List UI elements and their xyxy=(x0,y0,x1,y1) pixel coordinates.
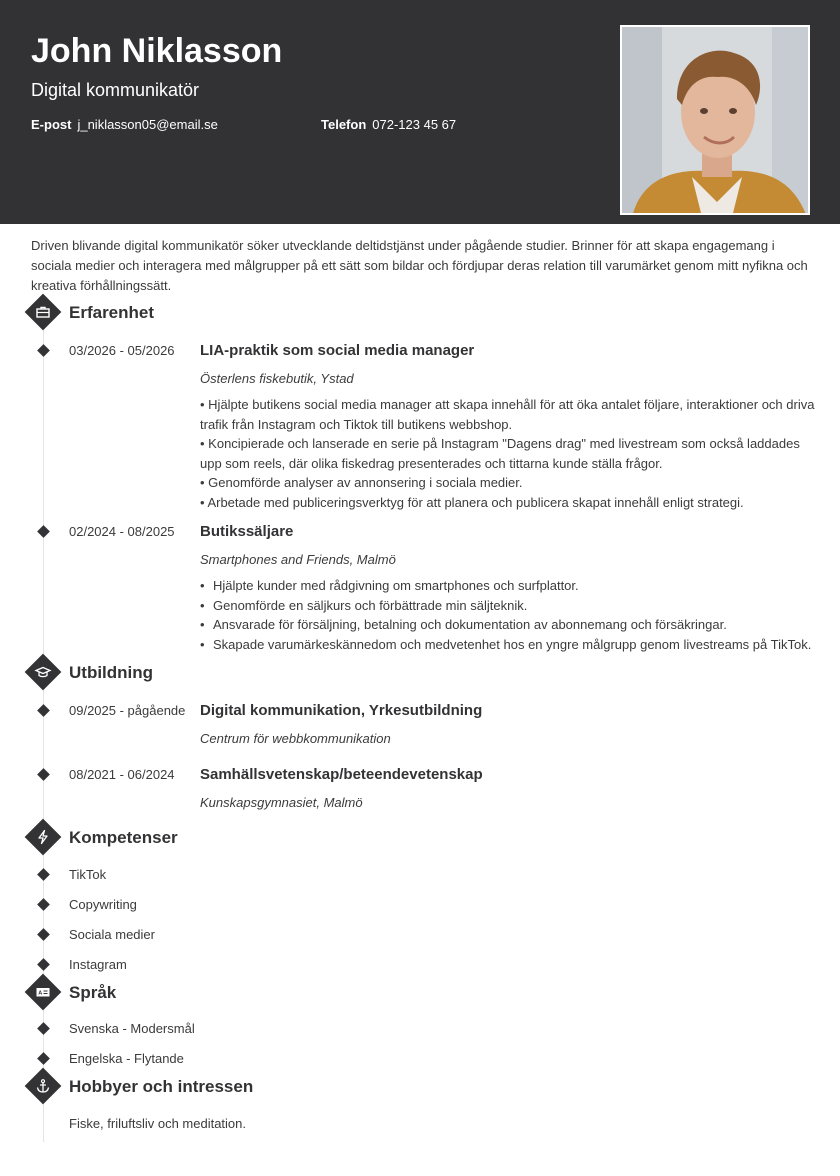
profile-summary: Driven blivande digital kommunikatör söker utvecklande deltidstjänst under pågående studier. Brinner för att skapa engagemang i sociala medier och interagera med målgrupper på ett sätt som bildar och fördjupar deras relation till varumärket genom mitt nyfikna och kreativa förhållningssätt. xyxy=(31,238,808,293)
candidate-title: Digital kommunikatör xyxy=(31,80,200,100)
education-date: 09/2025 - pågående xyxy=(69,703,186,718)
skill-item: Instagram xyxy=(69,957,127,972)
phone-contact xyxy=(321,117,456,132)
timeline-marker xyxy=(37,1052,50,1065)
timeline-marker xyxy=(37,344,50,357)
job-role: Butikssäljare xyxy=(200,523,294,540)
phone-label: Telefon xyxy=(321,117,367,132)
list-item: • Hjälpte kunder med rådgivning om smartphones och surfplattor. xyxy=(200,576,815,596)
language-item: Engelska - Flytande xyxy=(69,1051,184,1066)
job-duty: • Genomförde analyser av annonsering i sociala medier. xyxy=(200,475,523,490)
section-title-languages: Språk xyxy=(69,983,117,1002)
timeline-marker xyxy=(37,1022,50,1035)
timeline-marker xyxy=(37,525,50,538)
lightning-icon xyxy=(25,819,62,856)
job-duties-list xyxy=(200,576,815,654)
job-date: 02/2024 - 08/2025 xyxy=(69,524,175,539)
education-school: Centrum för webbkommunikation xyxy=(200,731,391,746)
portrait-image xyxy=(622,27,810,215)
email-contact xyxy=(31,117,218,132)
timeline-marker xyxy=(37,768,50,781)
list-item: • Ansvarade för försäljning, betalning och dokumentation av abonnemang och försäkringar. xyxy=(200,615,815,635)
timeline-line xyxy=(43,312,44,1142)
skill-item: Sociala medier xyxy=(69,927,155,942)
section-title-education: Utbildning xyxy=(69,663,154,682)
job-description xyxy=(200,395,815,512)
briefcase-icon xyxy=(25,294,62,331)
education-program: Digital kommunikation, Yrkesutbildning xyxy=(200,702,483,719)
anchor-icon xyxy=(25,1068,62,1105)
language-item: Svenska - Modersmål xyxy=(69,1021,195,1036)
skill-item: Copywriting xyxy=(69,897,137,912)
profile-photo xyxy=(620,25,810,215)
timeline-marker xyxy=(37,928,50,941)
email-value: j_niklasson05@email.se xyxy=(77,117,218,132)
job-duty: • Arbetade med publiceringsverktyg för att planera och publicera skapat innehåll enligt strategi. xyxy=(200,494,744,510)
section-title-experience: Erfarenhet xyxy=(69,303,155,322)
section-title-hobbies: Hobbyer och intressen xyxy=(69,1077,254,1096)
email-label: E-post xyxy=(31,117,72,132)
graduation-cap-icon xyxy=(25,654,62,691)
resume-header xyxy=(0,0,840,224)
job-date: 03/2026 - 05/2026 xyxy=(69,343,175,358)
candidate-name: John Niklasson xyxy=(31,32,283,70)
list-item: • Skapade varumärkeskännedom och medvetenhet hos en yngre målgrupp genom livestreams på TikTok. xyxy=(200,635,815,655)
job-duty: • Koncipierade och lanserade en serie på Instagram "Dagens drag" med livestream som också laddades upp som reels, där olika fiskedrag presenterades och tittarna kunde ställa frågor. xyxy=(200,436,800,471)
job-role: LIA-praktik som social media manager xyxy=(200,342,475,359)
education-program: Samhällsvetenskap/beteendevetenskap xyxy=(200,766,483,783)
hobbies-text: Fiske, friluftsliv och meditation. xyxy=(69,1116,247,1131)
section-title-skills: Kompetenser xyxy=(69,828,178,847)
timeline-marker xyxy=(37,958,50,971)
id-card-icon xyxy=(25,974,62,1011)
timeline-marker xyxy=(37,898,50,911)
list-item: • Genomförde en säljkurs och förbättrade min säljteknik. xyxy=(200,596,815,616)
job-duty: • Hjälpte butikens social media manager att skapa innehåll för att öka antalet följare, interaktioner och driva trafik från Instagram och Tiktok till butikens webbshop. xyxy=(200,397,815,432)
phone-value: 072-123 45 67 xyxy=(372,117,457,132)
education-date: 08/2021 - 06/2024 xyxy=(69,767,175,782)
job-employer: Smartphones and Friends, Malmö xyxy=(200,552,396,567)
job-employer: Österlens fiskebutik, Ystad xyxy=(200,371,354,386)
svg-text:A: A xyxy=(38,990,43,997)
timeline-marker xyxy=(37,868,50,881)
education-school: Kunskapsgymnasiet, Malmö xyxy=(200,795,363,810)
timeline-marker xyxy=(37,704,50,717)
skill-item: TikTok xyxy=(69,867,107,882)
